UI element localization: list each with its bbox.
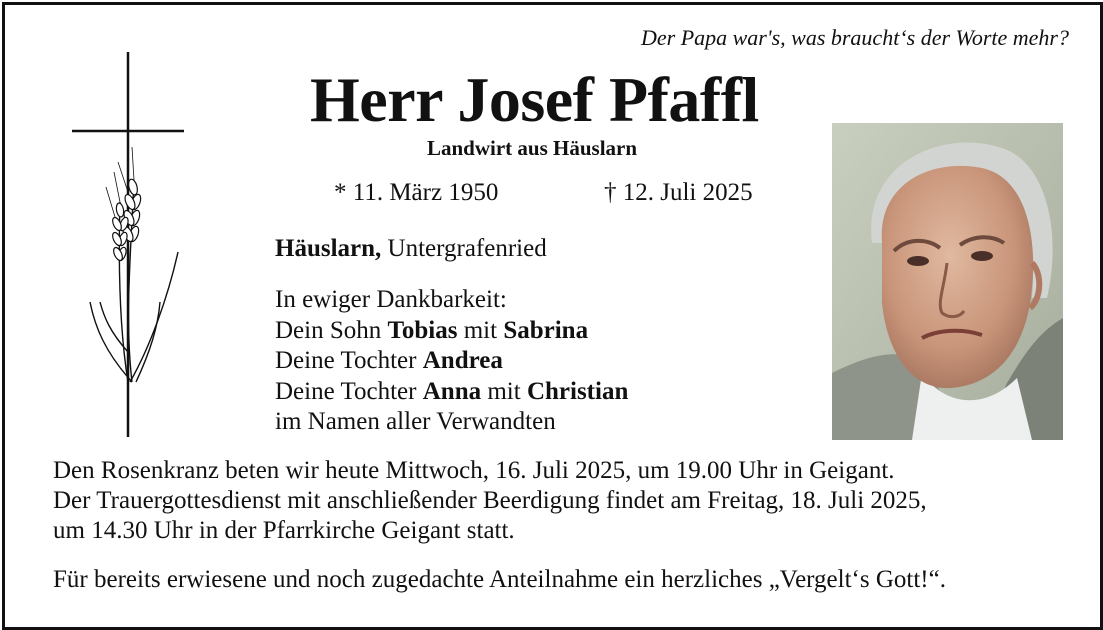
connector: mit (481, 377, 527, 405)
service-details (53, 456, 927, 546)
death-date: † 12. Juli 2025 (604, 179, 753, 206)
mourner-line (275, 316, 628, 347)
motto: Der Papa war's, was braucht‘s der Worte mehr? (640, 25, 1069, 50)
partner-name: Sabrina (503, 316, 589, 344)
mourner-name: Anna (422, 377, 482, 405)
deceased-name: Herr Josef Pfaffl (310, 64, 759, 135)
mourner-name: Tobias (387, 316, 458, 344)
mourners-intro: In ewiger Dankbarkeit: (275, 286, 507, 313)
residence-district: Untergrafenried (381, 235, 547, 262)
occupation: Landwirt aus Häuslarn (427, 136, 638, 160)
mourners-closing: im Namen aller Verwandten (275, 408, 556, 435)
mourners-list (275, 285, 628, 438)
birth-date: * 11. März 1950 (334, 179, 499, 206)
relation: Deine Tochter (275, 377, 423, 405)
rosary-line: Den Rosenkranz beten wir heute Mittwoch, 16. Juli 2025, um 19.00 Uhr in Geigant. (53, 457, 895, 484)
relation: Deine Tochter (275, 347, 423, 374)
thanks-line: Für bereits erwiesene und noch zugedachte Anteilnahme ein herzliches „Vergelt‘s Gott!“. (53, 566, 946, 593)
relation: Dein Sohn (275, 316, 388, 344)
funeral-line-continued: um 14.30 Uhr in der Pfarrkirche Geigant statt. (53, 517, 515, 544)
mourner-line (275, 377, 628, 408)
funeral-line: Der Trauergottesdienst mit anschließender Beerdigung findet am Freitag, 18. Juli 2025, (53, 487, 927, 514)
residence-place: Häuslarn, (275, 235, 382, 262)
portrait-photo (832, 123, 1063, 440)
mourner-name: Andrea (422, 347, 503, 374)
residence (275, 235, 547, 263)
mourner-line (275, 346, 628, 377)
connector: mit (457, 316, 504, 344)
cross-with-wheat-icon (70, 52, 186, 438)
partner-name: Christian (526, 377, 629, 405)
